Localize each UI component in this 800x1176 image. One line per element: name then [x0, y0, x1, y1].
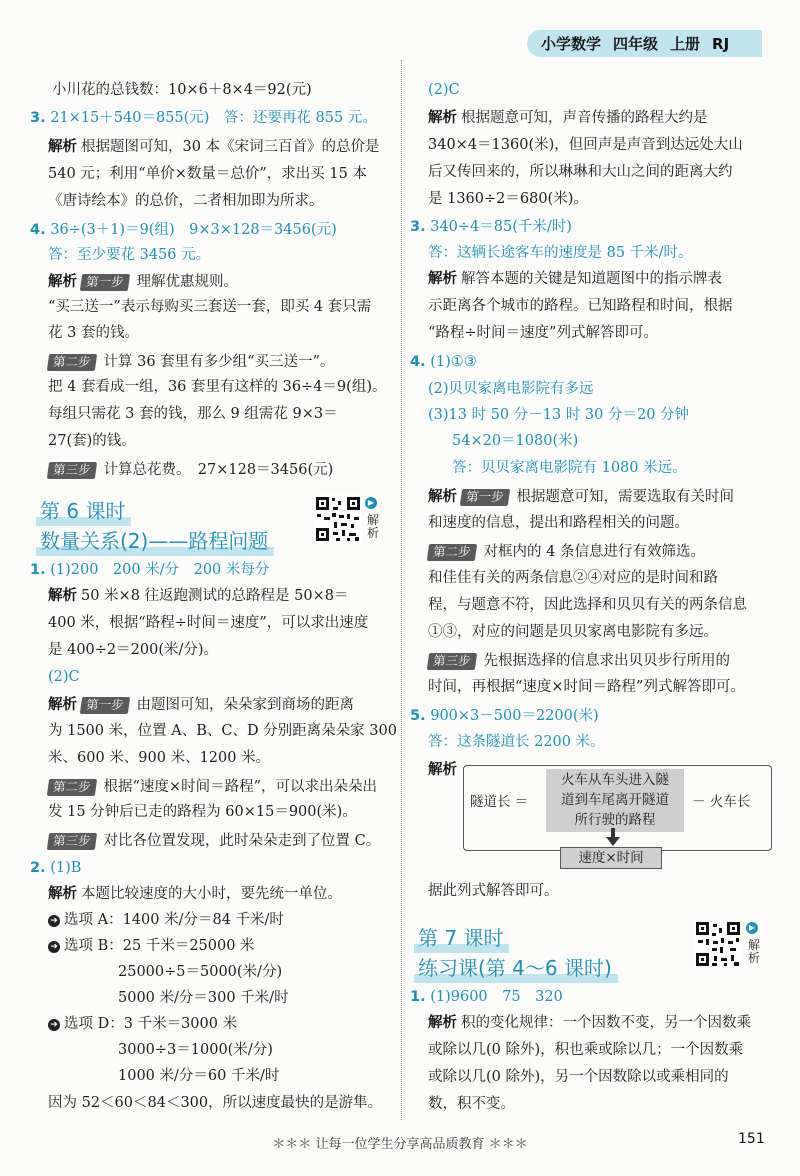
r-jx3: 后又传回来的，所以琳琳和大山之间的距离大约: [428, 164, 733, 180]
r3-text: 340÷4＝85(千米/时): [430, 219, 572, 235]
analysis-label: 解析: [428, 110, 457, 126]
q4-b: 花 3 套的钱。: [48, 325, 139, 341]
p1-s2b: 发 15 分钟后已走的路程为 60×15＝900(米)。: [48, 804, 357, 820]
diag-box-line1: 火车从车头进入隧: [561, 772, 669, 788]
p2-text: (1)B: [50, 860, 82, 876]
p2-jx: 本题比较速度的大小时，要先统一单位。: [81, 886, 342, 902]
r4-s2a: 对框内的 4 条信息进行有效筛选。: [483, 544, 705, 560]
q4-step3-line: [48, 462, 333, 479]
header-subject: 小学数学: [541, 35, 602, 53]
r4-step2-line: [428, 544, 705, 561]
r5-after: 据此列式解答即可。: [428, 883, 559, 899]
r3-number: 3.: [410, 219, 426, 235]
analysis-label: 解析: [428, 1015, 457, 1031]
lesson6-title: [40, 495, 125, 524]
header-volume: 上册: [670, 35, 701, 53]
q4-answer: [30, 223, 337, 238]
p2-answer: [30, 861, 81, 876]
header-grade: 四年级: [613, 35, 659, 53]
analysis-label: 解析: [48, 697, 77, 713]
option-b3: 5000 米/分＝300 千米/时: [118, 990, 289, 1006]
r-jx4: 是 1360÷2＝680(米)。: [428, 191, 588, 207]
r-jx1: 根据题意可知，声音传播的路程大约是: [461, 110, 708, 126]
r5-final-answer: 答：这条隧道长 2200 米。: [428, 734, 605, 750]
page-number: 151: [738, 1131, 765, 1147]
q4-number: 4.: [30, 222, 46, 238]
p1-jx1-line: [48, 589, 348, 604]
lesson6-subtitle: [40, 525, 268, 554]
r4-text: (1)①③: [430, 354, 477, 370]
arrow-right-icon: ➜: [48, 1019, 60, 1031]
q4-step2-line: [48, 354, 335, 371]
lesson7-topic: 练习课(第 4～6 课时): [418, 956, 612, 980]
r1-number: 1.: [410, 989, 426, 1005]
analysis-label: 解析: [48, 588, 77, 604]
q3-jx2: 540 元；利用“单价×数量＝总价”，求出买 15 本: [48, 166, 367, 182]
r3-jx2: 示距离各个城市的路程。已知路程和时间，根据: [428, 298, 733, 314]
arrow-right-icon: ➜: [48, 941, 60, 953]
option-b-line: [48, 939, 255, 954]
option-a: 选项 A：1400 米/分＝84 千米/时: [64, 912, 284, 928]
analysis-label: 解析: [48, 274, 77, 290]
p1-s1a: 由题图可知，朵朵家到商场的距离: [136, 697, 355, 713]
step2-text: 计算 36 套里有多少组“买三送一”。: [103, 354, 335, 370]
p1-jx1: 50 米×8 往返跑测试的总路程是 50×8＝: [81, 588, 349, 604]
r4-s2b: 和佳佳有关的两条信息②④对应的是时间和路: [428, 570, 718, 586]
lesson7-subtitle: [418, 952, 612, 981]
r4-s3a: 先根据选择的信息求出贝贝步行所用的: [483, 653, 731, 669]
step1-tag: 第一步: [80, 274, 130, 291]
r-jx2: 340×4＝1360(米)，但回声是声音到达远处大山: [428, 137, 743, 153]
lesson7-title: [418, 922, 503, 951]
lesson7-number: 第 7 课时: [418, 926, 504, 950]
p1-s1b: 为 1500 米，位置 A、B、C、D 分别距离朵朵家 300: [48, 723, 397, 739]
diag-distance-box: [546, 769, 684, 832]
r4-3: (3)13 时 50 分－13 时 30 分＝20 分钟: [428, 407, 690, 423]
r1-answer: [410, 990, 563, 1005]
q4-c: 把 4 套看成一组，36 套里有这样的 36÷4＝9(组)。: [48, 379, 387, 395]
qr-code-icon[interactable]: [694, 920, 742, 968]
r-2c: (2)C: [428, 82, 460, 98]
step2-tag: 第二步: [427, 544, 477, 561]
r5-number: 5.: [410, 708, 426, 724]
step3-tag: 第三步: [47, 462, 97, 479]
p1-jx3: 是 400÷2＝200(米/分)。: [48, 642, 219, 658]
p1-number: 1.: [30, 562, 46, 578]
r3-jx1-line: [428, 272, 722, 287]
r4-s2c: 程，与题意不符，因此选择和贝贝有关的两条信息: [428, 597, 747, 613]
r1-jx2: 或除以几(0 除外)，积也乘或除以几；一个因数乘: [428, 1042, 744, 1058]
step2-tag: 第二步: [47, 779, 97, 796]
p1-answer: [30, 563, 269, 578]
option-a-line: [48, 913, 284, 928]
q3-answer: [30, 111, 377, 126]
r5-analysis-label-line: [428, 763, 461, 778]
p1-s3: 对比各位置发现，此时朵朵走到了位置 C。: [103, 833, 381, 849]
analysis-label: 解析: [48, 886, 77, 902]
q3-jx1: 根据题图可知，30 本《宋词三百首》的总价是: [81, 139, 380, 155]
r1-text: (1)9600 75 320: [430, 989, 563, 1005]
p2-jx-line: [48, 887, 342, 902]
r4-s3b: 时间，再根据“速度×时间＝路程”列式解答即可。: [428, 679, 745, 695]
lesson6-topic: 数量关系(2)——路程问题: [40, 529, 269, 553]
r4-3b: 54×20＝1080(米): [452, 433, 579, 449]
analysis-label: 解析: [428, 762, 457, 778]
qr-label: 解析: [747, 938, 760, 966]
r1-jx1-line: [428, 1016, 751, 1031]
option-d2: 3000÷3＝1000(米/分): [118, 1042, 273, 1058]
conclusion: 因为 52＜60＜84＜300，所以速度最快的是游隼。: [48, 1095, 383, 1111]
r4-step3-line: [428, 653, 730, 670]
r1-jx4: 数，积不变。: [428, 1096, 515, 1112]
option-d3: 1000 米/分＝60 千米/时: [118, 1068, 280, 1084]
p1-s2a: 根据“速度×时间＝路程”，可以求出朵朵出: [103, 779, 377, 795]
r1-jx1: 积的变化规律：一个因数不变，另一个因数乘: [461, 1015, 751, 1031]
r3-jx1: 解答本题的关键是知道题图中的指示牌表: [461, 271, 722, 287]
qr-code-icon[interactable]: [314, 495, 362, 543]
q3-number: 3.: [30, 110, 46, 126]
q4-d: 每组只需花 3 套的钱，那么 9 组需花 9×3＝: [48, 406, 338, 422]
r4-s1b: 和速度的信息，提出和路程相关的问题。: [428, 515, 689, 531]
option-b: 选项 B：25 千米＝25000 米: [64, 938, 255, 954]
down-arrow-icon: [606, 828, 620, 846]
option-d: 选项 D：3 千米＝3000 米: [64, 1016, 238, 1032]
p1-s1c: 米、600 米、900 米、1200 米。: [48, 750, 271, 766]
analysis-label: 解析: [428, 271, 457, 287]
option-d-line: [48, 1017, 237, 1032]
q4-text: 36÷(3＋1)＝9(组) 9×3×128＝3456(元): [50, 222, 337, 238]
p1-jx2: 400 米，根据“路程÷时间＝速度”，可以求出速度: [48, 615, 369, 631]
arrow-right-icon: ➜: [48, 915, 60, 927]
q3-analysis-line1: [48, 140, 380, 155]
r3-final-answer: 答：这辆长途客车的速度是 85 千米/时。: [428, 245, 693, 261]
step2-tag: 第二步: [47, 354, 97, 371]
step3-text: 计算总花费。 27×128＝3456(元): [103, 462, 334, 478]
footer-slogan: ＊＊＊ 让每一位学生分享高品质教育 ＊＊＊: [272, 1137, 528, 1152]
r-jx1-line: [428, 111, 708, 126]
qr-label: 解析: [366, 513, 379, 541]
step1-tag: 第一步: [460, 489, 510, 506]
r5-text: 900×3－500＝2200(米): [430, 708, 599, 724]
p1-step2-line: [48, 779, 377, 796]
r4-number: 4.: [410, 354, 426, 370]
diag-speed-time-box: 速度×时间: [560, 847, 662, 869]
r4-s2d: ①③，对应的问题是贝贝家离电影院有多远。: [428, 624, 718, 640]
q3-jx3: 《唐诗绘本》的总价，二者相加即为所求。: [48, 193, 324, 209]
step1-text: 理解优惠规则。: [136, 274, 239, 290]
line-total: 小川花的总钱数：10×6＋8×4＝92(元): [52, 82, 312, 98]
step3-tag: 第三步: [427, 653, 477, 670]
header-edition: RJ: [712, 34, 730, 53]
step3-tag: 第三步: [47, 833, 97, 850]
q4-step1-line: [48, 274, 238, 291]
r4-2: (2)贝贝家离电影院有多远: [428, 381, 594, 397]
r3-jx3: “路程÷时间＝速度”列式解答即可。: [428, 325, 658, 341]
option-b2: 25000÷5＝5000(米/分): [118, 964, 283, 980]
r1-jx3: 或除以几(0 除外)，另一个因数除以或乘相同的: [428, 1069, 729, 1085]
column-divider: [401, 60, 402, 1120]
r3-answer: [410, 220, 572, 235]
analysis-label: 解析: [428, 489, 457, 505]
p1-2: (2)C: [48, 669, 80, 685]
play-icon[interactable]: ▶: [365, 497, 377, 509]
header-tab: [527, 30, 762, 57]
q4-e: 27(套)的钱。: [48, 433, 136, 449]
r5-answer: [410, 709, 599, 724]
play-icon[interactable]: ▶: [746, 922, 758, 934]
r4-3c: 答：贝贝家离电影院有 1080 米远。: [452, 460, 687, 476]
q4-a: “买三送一”表示每购买三套送一套，即买 4 套只需: [48, 299, 372, 315]
p1-text: (1)200 200 米/分 200 米每分: [50, 562, 270, 578]
lesson6-number: 第 6 课时: [40, 499, 126, 523]
diag-box-line2: 道到车尾离开隧道: [561, 792, 669, 808]
diag-left-label: 隧道长 ＝: [470, 794, 529, 810]
r4-step1-line: [428, 489, 734, 506]
p1-step1-line: [48, 697, 354, 714]
q4-final-answer: 答：至少要花 3456 元。: [48, 247, 211, 263]
r4-answer: [410, 355, 477, 370]
step1-tag: 第一步: [80, 697, 130, 714]
q3-text: 21×15＋540＝855(元) 答：还要再花 855 元。: [50, 110, 377, 126]
r4-s1a: 根据题意可知，需要选取有关时间: [516, 489, 735, 505]
p1-step3-line: [48, 833, 380, 850]
diag-minus-train: － 火车长: [692, 794, 751, 810]
diag-box-line3: 所行驶的路程: [574, 812, 656, 828]
analysis-label: 解析: [48, 139, 77, 155]
p2-number: 2.: [30, 860, 46, 876]
